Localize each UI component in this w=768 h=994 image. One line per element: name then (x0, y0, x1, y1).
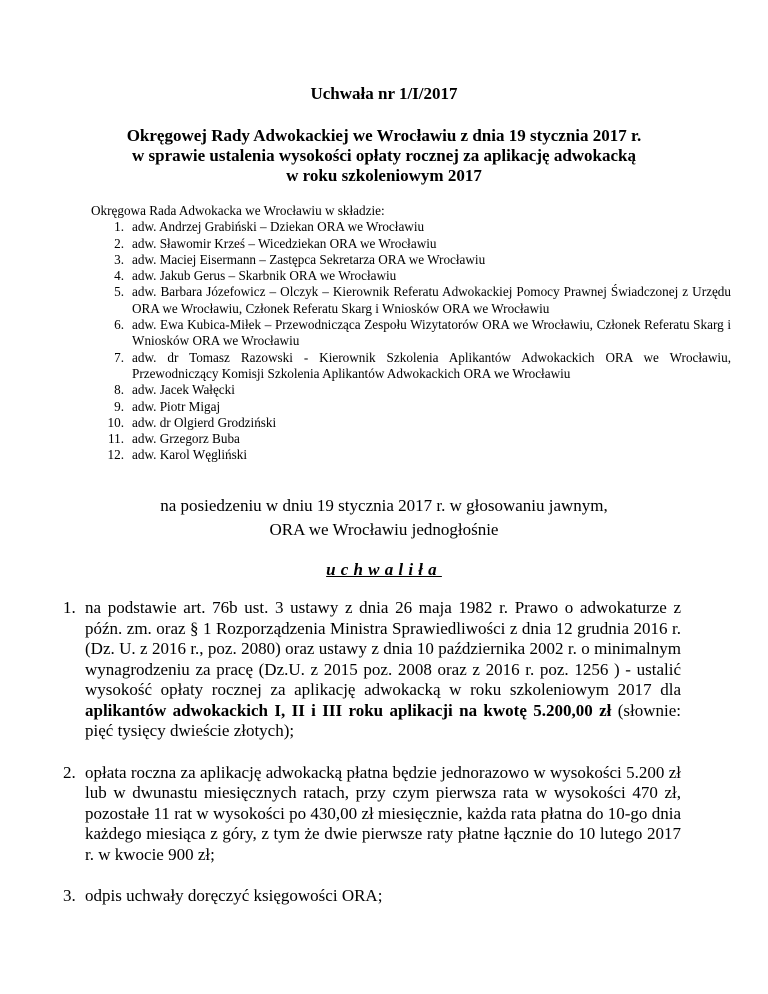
member-text: adw. Ewa Kubica-Miłek – Przewodnicząca Zespołu Wizytatorów ORA we Wrocławiu, Członek Referatu Skarg i Wniosków ORA we Wrocławiu (132, 317, 731, 349)
council-composition (91, 203, 731, 464)
member-text: adw. Karol Węgliński (132, 447, 247, 463)
point-number: 1. (63, 598, 76, 617)
point-text-bold: aplikantów adwokackich I, II i III roku aplikacji na kwotę 5.200,00 zł (85, 700, 612, 720)
member-text: adw. Maciej Eisermann – Zastępca Sekretarza ORA we Wrocławiu (132, 251, 486, 267)
title-line-3: w roku szkoleniowym 2017 (286, 166, 482, 185)
member-number: 5. (114, 284, 124, 300)
member-item (91, 284, 731, 317)
resolution-point (63, 598, 681, 742)
member-number: 4. (114, 268, 124, 284)
member-number: 9. (114, 398, 124, 414)
point-text-end: (słownie: pięć tysięcy dwieście złotych); (85, 700, 681, 740)
members-list (91, 219, 731, 463)
member-number: 11. (108, 431, 124, 447)
member-text: adw. Piotr Migaj (132, 398, 221, 414)
member-text: adw. Grzegorz Buba (132, 431, 240, 447)
point-text: opłata roczna za aplikację adwokacką płatna będzie jednorazowo w wysokości 5.200 zł lub w dwunastu miesięcznych ratach, przy czym pierwsza rata w wysokości 470 zł, pozostałe 11 rat w wysokości po 430,00 zł miesięcznie, każda rata płatna do 10-go dnia każdego miesiąca z góry, z tym że dwie pierwsze raty płatne łącznie do 10 lutego 2017 r. w kwocie 900 zł; (85, 762, 681, 864)
resolved-heading: uchwaliła (326, 560, 442, 579)
point-number: 3. (63, 886, 76, 905)
member-text: adw. Jacek Wałęcki (132, 382, 235, 398)
member-text: adw. dr Olgierd Grodziński (132, 414, 277, 430)
point-text: na podstawie art. 76b ust. 3 ustawy z dnia 26 maja 1982 r. Prawo o adwokaturze z późn. zm. oraz § 1 Rozporządzenia Ministra Sprawiedliwości z dnia 12 grudnia 2016 r. (Dz. U. z 2016 r., poz. 2080) oraz ustawy z dnia 10 października 2002 r. o minimalnym wynagrodzeniu za pracę (Dz.U. z 2015 poz. 2008 oraz z 2016 r. poz. 1256 ) - ustalić wysokość opłaty rocznej za aplikację adwokacką w roku szkoleniowym 2017 dla (85, 598, 681, 699)
member-item (91, 382, 731, 398)
title-line-2: w sprawie ustalenia wysokości opłaty rocznej za aplikację adwokacką (131, 146, 636, 165)
member-number: 3. (114, 251, 124, 267)
member-number: 1. (114, 219, 124, 235)
member-number: 6. (114, 317, 124, 333)
member-item (91, 431, 731, 447)
member-text: adw. Sławomir Krześ – Wicedziekan ORA we Wrocławiu (132, 235, 437, 251)
composition-lead: Okręgowa Rada Adwokacka we Wrocławiu w składzie: (91, 203, 385, 218)
member-number: 10. (107, 414, 124, 430)
resolution-number: Uchwała nr 1/I/2017 (310, 84, 458, 103)
resolution-points (63, 598, 681, 928)
member-item (91, 399, 731, 415)
member-text: adw. Jakub Gerus – Skarbnik ORA we Wrocławiu (132, 268, 397, 284)
member-item (91, 252, 731, 268)
member-item (91, 415, 731, 431)
member-text: adw. dr Tomasz Razowski - Kierownik Szkolenia Aplikantów Adwokackich ORA we Wrocławiu, Przewodniczący Komisji Szkolenia Aplikantów Adwokackich ORA we Wrocławiu (132, 349, 731, 381)
session-line-2: ORA we Wrocławiu jednogłośnie (269, 520, 499, 539)
member-number: 8. (114, 382, 124, 398)
member-item (91, 317, 731, 350)
member-number: 7. (114, 349, 124, 365)
title-line-1: Okręgowej Rady Adwokackiej we Wrocławiu z dnia 19 stycznia 2017 r. (126, 126, 642, 145)
member-item (91, 447, 731, 463)
resolution-point (63, 763, 681, 866)
resolution-point (63, 886, 681, 907)
member-item (91, 236, 731, 252)
member-item (91, 350, 731, 383)
session-line-1: na posiedzeniu w dniu 19 stycznia 2017 r. w głosowaniu jawnym, (160, 496, 608, 515)
member-text: adw. Barbara Józefowicz – Olczyk – Kierownik Referatu Adwokackiej Pomocy Prawnej Świadczonej z Urzędu ORA we Wrocławiu, Członek Referatu Skarg i Wniosków ORA we Wrocławiu (132, 284, 731, 316)
point-number: 2. (63, 762, 76, 782)
point-text: odpis uchwały doręczyć księgowości ORA; (85, 886, 383, 905)
member-item (91, 268, 731, 284)
member-number: 12. (107, 447, 124, 463)
member-text: adw. Andrzej Grabiński – Dziekan ORA we Wrocławiu (132, 219, 425, 235)
member-item (91, 219, 731, 235)
member-number: 2. (114, 235, 124, 251)
